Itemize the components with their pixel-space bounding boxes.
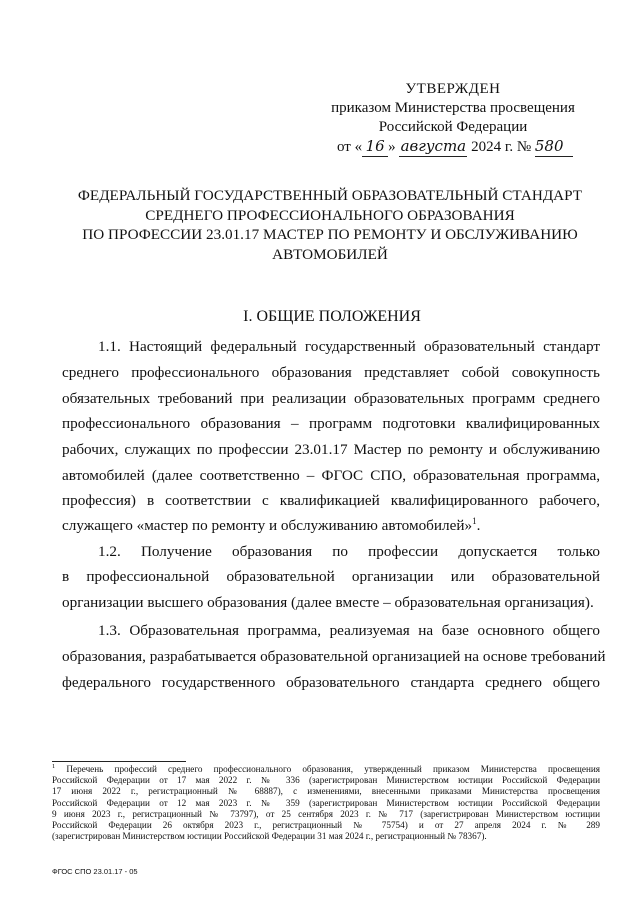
- footnote-mark: 1: [52, 762, 56, 770]
- footnote-line: 17 июня 2022 г., регистрационный № 68887), с изменениями, внесенными приказами Министерства просвещения: [52, 786, 600, 797]
- paragraph-1-1-end: .: [476, 517, 481, 534]
- footnote-line: Российской Федерации от 12 мая 2023 г. № 359 (зарегистрирован Министерством юстиции Российской Федерации: [52, 797, 600, 808]
- handwritten-day: 16: [362, 137, 388, 157]
- paragraph-1-1-line: профессия) в соответствии с квалификацией квалифицированного рабочего,: [62, 492, 600, 509]
- approval-country-line: Российской Федерации: [378, 119, 528, 135]
- handwritten-month: августа: [400, 137, 467, 155]
- date-quote-close: »: [388, 139, 396, 155]
- footnote: [52, 764, 600, 842]
- date-year: 2024 г. №: [471, 139, 532, 155]
- footnote-separator: [52, 761, 186, 762]
- footnote-text: Перечень профессий среднего профессионального образования, утвержденный приказом Министерства просвещения: [55, 764, 600, 774]
- approval-ministry-line: приказом Министерства просвещения: [331, 100, 575, 116]
- footnote-reference: 1: [472, 515, 477, 526]
- section-heading: I. ОБЩИЕ ПОЛОЖЕНИЯ: [243, 308, 421, 325]
- paragraph-1-3-line: 1.3. Образовательная программа, реализуемая на базе основного общего: [98, 622, 600, 639]
- handwritten-order-number: 580: [535, 137, 573, 157]
- approval-block: [323, 80, 583, 157]
- footnote-line: Российской Федерации от 17 мая 2022 г. № 336 (зарегистрирован Министерством юстиции Российской Федерации: [52, 775, 600, 786]
- title-line: ФЕДЕРАЛЬНЫЙ ГОСУДАРСТВЕННЫЙ ОБРАЗОВАТЕЛЬНЫЙ СТАНДАРТ: [77, 187, 583, 204]
- footnote-line: [52, 764, 600, 775]
- paragraph-1-1-line: автомобилей (далее соответственно – ФГОС СПО, образовательная программа,: [62, 467, 600, 484]
- date-prefix: от «: [337, 139, 363, 155]
- paragraph-1-1-line: рабочих, служащих по профессии 23.01.17 Мастер по ремонту и обслуживанию: [62, 441, 600, 458]
- paragraph-1-2-line: организации высшего образования (далее вместе – образовательная организация).: [62, 594, 594, 611]
- document-title: [60, 186, 600, 264]
- paragraph-1-2-line: 1.2. Получение образования по профессии допускается только: [98, 543, 600, 560]
- approved-heading: УТВЕРЖДЕН: [405, 81, 501, 97]
- paragraph-1-3-line: образования, разрабатывается образовательной организацией на основе требований: [62, 648, 606, 665]
- footnote-line: Российской Федерации 26 октября 2023 г., регистрационный № 75754) и от 27 апреля 2024 г. № 289: [52, 820, 600, 831]
- paragraph-1-1-line: обязательных требований при реализации образовательных программ среднего: [62, 390, 600, 407]
- title-line: АВТОМОБИЛЕЙ: [272, 245, 388, 263]
- paragraph-1-1-last-line: [62, 516, 600, 536]
- paragraph-1-1-line: среднего профессионального образования представляет собой совокупность: [62, 364, 600, 381]
- document-code: ФГОС СПО 23.01.17 - 05: [52, 867, 138, 876]
- paragraph-1-3-line: федерального государственного образовательного стандарта среднего общего: [62, 674, 600, 691]
- paragraph-1-1-line: профессионального образования – программ подготовки квалифицированных: [62, 415, 600, 432]
- paragraph-1-2-line: в профессиональной образовательной организации или образовательной: [62, 568, 600, 585]
- footnote-line: 9 июня 2023 г., регистрационный № 73797), от 25 сентября 2023 г. № 717 (зарегистрирован Министерством юстиции: [52, 808, 600, 819]
- paragraph-1-1-line: 1.1. Настоящий федеральный государственный образовательный стандарт: [98, 338, 600, 355]
- paragraph-1-1-text: служащего «мастер по ремонту и обслуживанию автомобилей»: [62, 517, 473, 534]
- title-line: ПО ПРОФЕССИИ 23.01.17 МАСТЕР ПО РЕМОНТУ И ОБСЛУЖИВАНИЮ: [82, 226, 578, 243]
- title-line: СРЕДНЕГО ПРОФЕССИОНАЛЬНОГО ОБРАЗОВАНИЯ: [145, 206, 515, 224]
- footnote-line: (зарегистрирован Министерством юстиции Российской Федерации 31 мая 2024 г., регистрационный № 78367).: [52, 831, 487, 842]
- order-date-line: [323, 137, 583, 157]
